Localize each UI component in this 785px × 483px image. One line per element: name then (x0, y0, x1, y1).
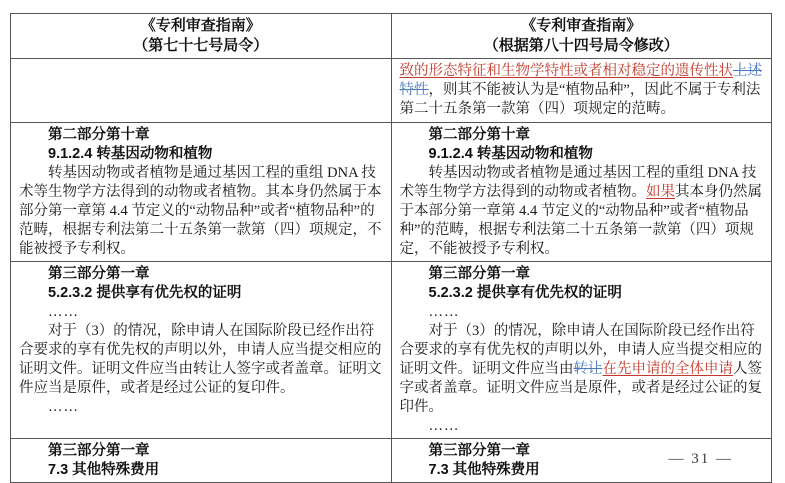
unchanged-text: 对于（3）的情况，除申请人在国际阶段已经作出符合要求的享有优先权的声明以外，申请人应当提交相应的证明文件。证明文件应当由 (399, 323, 762, 377)
guideline-comparison-table (10, 13, 772, 483)
old-cell-transgenic (11, 123, 392, 262)
section-heading: 5.2.3.2 提供享有优先权的证明 (428, 285, 622, 301)
new-version-order-no: （根据第八十四号局令修改） (483, 37, 679, 54)
ellipsis-line: …… (48, 399, 79, 415)
row-special-fees (11, 439, 772, 483)
old-cell-priority (11, 262, 392, 439)
chapter-heading: 第二部分第十章 (428, 127, 530, 143)
section-heading: 9.1.2.4 转基因动物和植物 (428, 146, 593, 162)
ellipsis-line: …… (428, 304, 460, 320)
body-paragraph (400, 164, 764, 259)
ellipsis-line: …… (48, 304, 79, 320)
section-heading: 5.2.3.2 提供享有优先权的证明 (48, 285, 242, 301)
body-paragraph: 转基因动物或者植物是通过基因工程的重组 DNA 技术等生物学方法得到的动物或者植物。其本身仍然属于本部分第一章第 4.4 节定义的“动物品种”或者“植物品种”的范畴，根据专利法第二十五条第一款第（四）项规定，不能被授予专利权。 (19, 165, 382, 257)
table-header-row (11, 14, 772, 59)
header-cell-old-version (11, 14, 392, 59)
new-cell-priority (391, 262, 772, 439)
unchanged-text: 人签字或者盖章。证明文件应当是原件，或者是经过公证的复印件。 (399, 361, 762, 415)
unchanged-text: 转基因动物或者植物是通过基因工程的重组 DNA 技术等生物学方法得到的动物或者植物。 (399, 165, 757, 200)
deleted-text: 上述特性 (399, 63, 762, 98)
amendment-paragraph (400, 62, 764, 119)
unchanged-text: 其本身仍然属于本部分第一章第 4.4 节定义的“动物品种”或者“植物品种”的范畴，根据专利法第二十五条第一款第（四）项规定，不能被授予专利权。 (399, 184, 762, 257)
old-version-order-no: （第七十七号局令） (133, 37, 269, 54)
page-number: — 31 — (668, 451, 733, 467)
body-paragraph: 对于（3）的情况，除申请人在国际阶段已经作出符合要求的享有优先权的声明以外，申请人应当提交相应的证明文件。证明文件应当由转让人签字或者盖章。证明文件应当是原件，或者是经过公证的复印件。 (19, 323, 382, 396)
new-cell-plant-variety (391, 59, 772, 123)
chapter-heading: 第三部分第一章 (428, 443, 530, 459)
chapter-heading: 第二部分第十章 (48, 127, 150, 143)
inserted-text: 在先申请的全体申请 (602, 361, 733, 377)
deleted-text: 转让 (573, 361, 603, 377)
new-version-title: 《专利审查指南》 (521, 17, 642, 34)
section-heading: 7.3 其他特殊费用 (48, 462, 160, 478)
inserted-text: 致的形态特征和生物学特性或者相对稳定的遗传性状 (399, 63, 733, 79)
chapter-heading: 第三部分第一章 (48, 266, 150, 282)
section-heading: 9.1.2.4 转基因动物和植物 (48, 146, 213, 162)
row-plant-variety-amendment (11, 59, 772, 123)
body-paragraph (400, 322, 764, 417)
ellipsis-line: …… (428, 418, 460, 434)
row-transgenic (11, 123, 772, 262)
unchanged-text: ，则其不能被认为是“植物品种”，因此不属于专利法第二十五条第一款第（四）项规定的范畴。 (399, 82, 761, 117)
old-cell-fees (11, 439, 392, 483)
chapter-heading: 第三部分第一章 (428, 266, 530, 282)
section-heading: 7.3 其他特殊费用 (428, 462, 540, 478)
chapter-heading: 第三部分第一章 (48, 443, 150, 459)
inserted-text: 如果 (646, 184, 675, 200)
old-version-title: 《专利审查指南》 (140, 17, 261, 34)
row-priority-proof (11, 262, 772, 439)
header-cell-new-version (391, 14, 772, 59)
new-cell-transgenic (391, 123, 772, 262)
old-cell-empty (11, 59, 392, 123)
